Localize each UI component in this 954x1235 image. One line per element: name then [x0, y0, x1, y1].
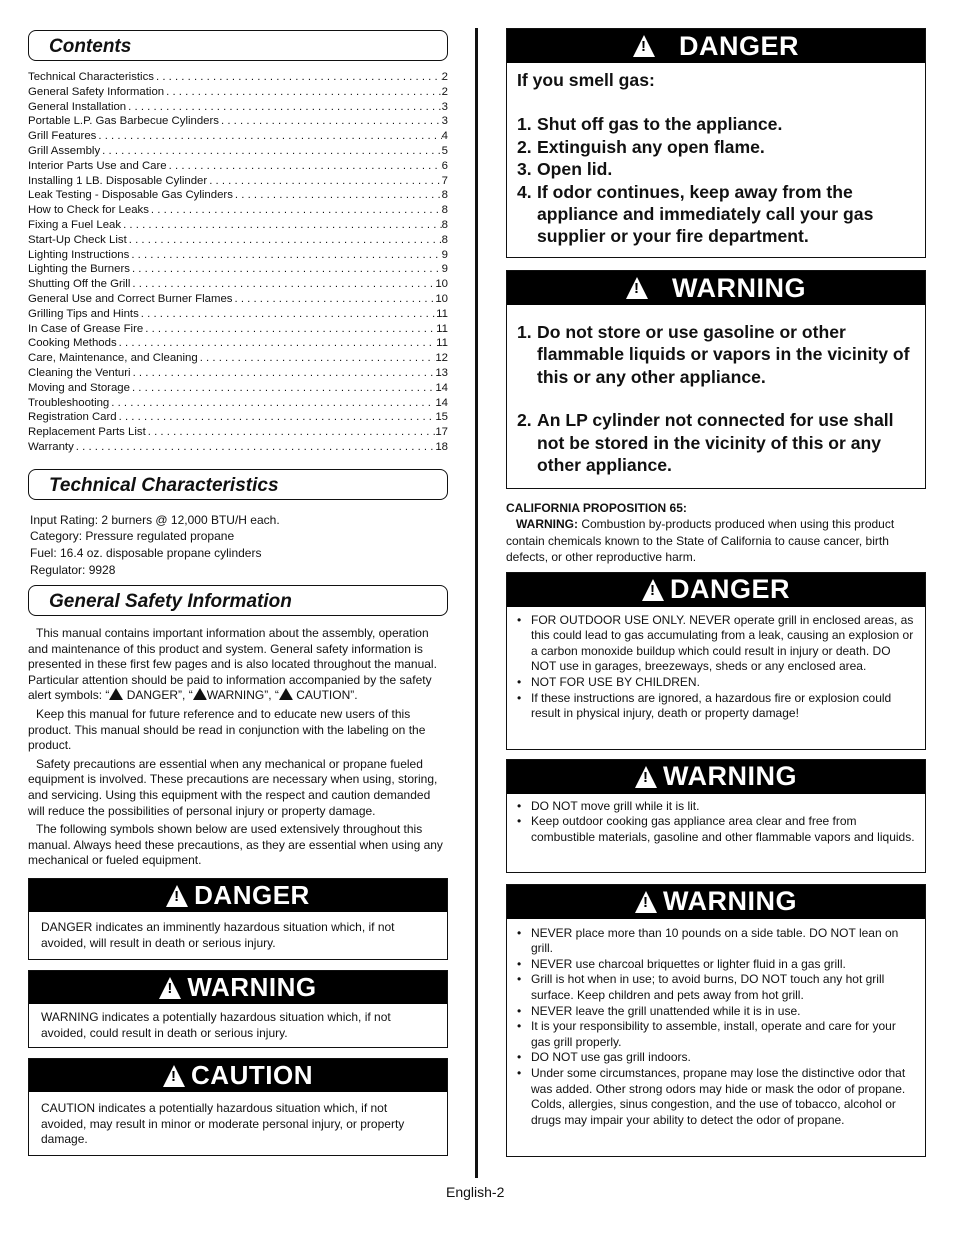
- item-number: 3.: [517, 159, 532, 180]
- danger-bar: ! DANGER: [507, 29, 925, 63]
- prop65-heading: CALIFORNIA PROPOSITION 65:: [506, 501, 687, 515]
- move-warning-list: [507, 794, 925, 846]
- gas-danger-box: [506, 28, 926, 258]
- move-warning-box: [506, 759, 926, 873]
- toc-entry: [28, 277, 448, 292]
- toc-leader: [100, 144, 442, 159]
- toc-title: Care, Maintenance, and Cleaning: [28, 352, 198, 365]
- toc-leader: [96, 129, 441, 144]
- numbered-item: [517, 409, 915, 476]
- toc-leader: [127, 233, 442, 248]
- bullet-text: NEVER leave the grill unattended while it is in use.: [531, 1003, 801, 1018]
- prop65-block: [506, 500, 926, 566]
- technical-characteristics: [28, 512, 448, 578]
- toc-title: Warranty: [28, 440, 74, 453]
- bullet-icon: •: [517, 925, 522, 940]
- caution-symbol-box: [28, 1058, 448, 1156]
- bullet-text: NEVER place more than 10 pounds on a side table. DO NOT lean on grill.: [531, 925, 899, 956]
- toc-page: 9: [441, 248, 448, 261]
- bullet-icon: •: [517, 814, 522, 829]
- item-text: Shut off gas to the appliance.: [537, 114, 783, 135]
- outdoor-danger-box: [506, 572, 926, 750]
- toc-page: 15: [435, 411, 448, 424]
- toc-leader: [130, 381, 435, 396]
- item-text: If odor continues, keep away from the appliance and immediately call your gas supplier or your fire department.: [537, 181, 874, 247]
- toc-title: General Installation: [28, 100, 127, 113]
- toc-leader: [130, 277, 435, 292]
- safety-paragraph: Keep this manual for future reference and to educate new users of this product. This manual should be read in conjunction with the labeling on the product.: [28, 707, 426, 753]
- toc-page: 8: [441, 204, 448, 217]
- bullet-icon: •: [517, 1019, 522, 1034]
- tech-line: Fuel: 16.4 oz. disposable propane cylinders: [30, 545, 262, 560]
- bullet-item: [517, 1066, 915, 1128]
- toc-entry: [28, 114, 448, 129]
- item-text: Extinguish any open flame.: [537, 136, 765, 157]
- toc-title: Start-Up Check List: [28, 233, 127, 246]
- bullet-item: [517, 1050, 915, 1066]
- toc-entry: [28, 425, 448, 440]
- numbered-item: [517, 158, 915, 180]
- toc-title: Replacement Parts List: [28, 426, 146, 439]
- item-number: 1.: [517, 114, 532, 135]
- warning-description: WARNING indicates a potentially hazardous situation which, if not avoided, could result in death or serious injury.: [41, 1010, 391, 1040]
- item-text: Open lid.: [537, 159, 613, 180]
- toc-page: 4: [441, 130, 448, 143]
- warning-triangle-icon: [635, 766, 657, 788]
- toc-entry: [28, 188, 448, 203]
- bullet-item: [517, 1004, 915, 1020]
- warning-bar: ! WARNING: [507, 885, 925, 919]
- toc-title: In Case of Grease Fire: [28, 322, 144, 335]
- toc-entry: [28, 440, 448, 455]
- toc-leader: [131, 366, 436, 381]
- prop65-text: WARNING: Combustion by-products produced when using this product contain chemicals known to the State of California to cause cancer, birth defects, or other reproductive harm.: [506, 517, 895, 565]
- gas-danger-content: [507, 63, 925, 248]
- bullet-icon: •: [517, 1050, 522, 1065]
- bullet-icon: •: [517, 1003, 522, 1018]
- toc-leader: [146, 425, 436, 440]
- numbered-item: [517, 321, 915, 388]
- toc-leader: [233, 188, 442, 203]
- bullet-icon: •: [517, 690, 522, 705]
- bullet-item: [517, 814, 915, 845]
- toc-entry: [28, 85, 448, 100]
- toc-entry: [28, 396, 448, 411]
- table-of-contents: [28, 70, 448, 455]
- danger-bar: ! DANGER: [29, 879, 447, 912]
- bullet-text: Under some circumstances, propane may lose the distinctive odor that was added. Other strong odors may hide or mask the odor of propane. Colds, allergies, sinus congestion, and the use of tobacco, alcohol or drugs may impair your ability to detect the odor of propane.: [531, 1065, 906, 1127]
- bullet-text: If these instructions are ignored, a hazardous fire or explosion could result in physical injury, death or property damage!: [531, 690, 892, 721]
- bullet-item: [517, 926, 915, 957]
- toc-title: Cooking Methods: [28, 337, 117, 350]
- toc-entry: [28, 70, 448, 85]
- warning-triangle-icon: [193, 688, 207, 700]
- toc-title: Installing 1 LB. Disposable Cylinder: [28, 174, 208, 187]
- toc-page: 3: [441, 100, 448, 113]
- bullet-icon: •: [517, 612, 522, 627]
- bullet-icon: •: [517, 798, 522, 813]
- bullet-text: DO NOT use gas grill indoors.: [531, 1050, 691, 1065]
- left-column: [28, 30, 448, 1156]
- warning-triangle-icon: [166, 885, 188, 907]
- toc-entry: [28, 248, 448, 263]
- toc-leader: [154, 70, 442, 85]
- tech-line: Input Rating: 2 burners @ 12,000 BTU/H each.: [30, 512, 280, 527]
- warning-bar: ! WARNING: [507, 271, 925, 305]
- toc-title: Leak Testing - Disposable Gas Cylinders: [28, 189, 233, 202]
- item-text: An LP cylinder not connected for use shall not be stored in the vicinity of this or any other appliance.: [537, 410, 894, 476]
- toc-entry: [28, 366, 448, 381]
- toc-leader: [117, 410, 436, 425]
- toc-title: Troubleshooting: [28, 396, 110, 409]
- toc-entry: [28, 336, 448, 351]
- toc-title: Interior Parts Use and Care: [28, 159, 167, 172]
- danger-symbol-box: [28, 878, 448, 960]
- toc-entry: [28, 262, 448, 277]
- toc-page: 8: [441, 218, 448, 231]
- bullet-icon: •: [517, 1065, 522, 1080]
- toc-page: 14: [435, 381, 448, 394]
- toc-page: 10: [435, 292, 448, 305]
- caution-bar: ! CAUTION: [29, 1059, 447, 1092]
- gasoline-warning-content: [507, 305, 925, 476]
- toc-title: Registration Card: [28, 411, 117, 424]
- toc-page: 11: [436, 307, 448, 320]
- item-text: Do not store or use gasoline or other flammable liquids or vapors in the vicinity of this or any other appliance.: [537, 322, 910, 387]
- toc-leader: [126, 100, 442, 115]
- column-divider: [475, 28, 478, 1178]
- toc-entry: [28, 129, 448, 144]
- bullet-item: [517, 957, 915, 973]
- warning-symbol-box: [28, 970, 448, 1048]
- bullet-text: Keep outdoor cooking gas appliance area clear and free from combustible materials, gasoline and other flammable vapors and liquids.: [531, 814, 915, 844]
- contents-heading: Contents: [28, 30, 448, 61]
- toc-title: Grill Assembly: [28, 144, 101, 157]
- toc-title: Lighting the Burners: [28, 263, 130, 276]
- toc-page: 9: [441, 263, 448, 276]
- toc-title: Technical Characteristics: [28, 71, 154, 83]
- bullet-item: [517, 613, 915, 675]
- gas-intro: If you smell gas:: [517, 70, 655, 90]
- safety-text: [28, 626, 448, 869]
- bullet-text: NEVER use charcoal briquettes or lighter fluid in a gas grill.: [531, 956, 846, 971]
- warning-triangle-icon: [642, 579, 664, 601]
- item-number: 1.: [517, 322, 532, 342]
- toc-leader: [130, 262, 442, 277]
- tech-line: Regulator: 9928: [30, 562, 116, 577]
- item-number: 2.: [517, 136, 532, 157]
- toc-page: 2: [441, 71, 448, 83]
- safety-paragraph: The following symbols shown below are used extensively throughout this manual. Always heed these precautions, as they are essential when using any mechanical or fueled equipment.: [28, 822, 443, 868]
- numbered-item: [517, 136, 915, 158]
- toc-entry: [28, 218, 448, 233]
- danger-description: DANGER indicates an imminently hazardous situation which, if not avoided, will result in death or serious injury.: [41, 920, 395, 950]
- toc-leader: [198, 351, 436, 366]
- toc-page: 11: [436, 337, 448, 350]
- warning-triangle-icon: [635, 891, 657, 913]
- toc-title: General Safety Information: [28, 85, 165, 98]
- toc-entry: [28, 144, 448, 159]
- toc-page: 2: [441, 85, 448, 98]
- toc-leader: [139, 307, 436, 322]
- toc-entry: [28, 233, 448, 248]
- bullet-text: FOR OUTDOOR USE ONLY. NEVER operate grill in enclosed areas, as this could lead to gas accumulating from a leak, causing an explosion or a carbon monoxide buildup which could result in injury or death. DO NOT use in garages, breezeways, sheds or any enclosed area.: [531, 612, 914, 674]
- gas-steps: [517, 113, 915, 247]
- tech-line: Category: Pressure regulated propane: [30, 529, 235, 544]
- toc-page: 6: [441, 159, 448, 172]
- bullet-text: DO NOT move grill while it is lit.: [531, 798, 700, 813]
- warning-triangle-icon: [633, 35, 655, 57]
- warning-triangle-icon: [626, 277, 648, 299]
- toc-leader: [74, 440, 436, 455]
- caution-description: CAUTION indicates a potentially hazardous situation which, if not avoided, may result in minor or moderate personal injury, or property damage.: [41, 1101, 405, 1147]
- toc-page: 7: [441, 174, 448, 187]
- bullet-text: It is your responsibility to assemble, install, operate and care for your gas grill properly.: [531, 1019, 896, 1049]
- bullet-item: [517, 691, 915, 722]
- bullet-text: NOT FOR USE BY CHILDREN.: [531, 675, 700, 689]
- numbered-item: [517, 181, 915, 248]
- toc-page: 8: [441, 233, 448, 246]
- toc-title: Shutting Off the Grill: [28, 278, 131, 291]
- toc-title: Grill Features: [28, 130, 97, 143]
- use-warning-list: [507, 919, 925, 1129]
- numbered-item: [517, 113, 915, 135]
- toc-leader: [121, 218, 442, 233]
- toc-leader: [109, 396, 435, 411]
- toc-title: Fixing a Fuel Leak: [28, 218, 122, 231]
- outdoor-danger-list: [507, 607, 925, 722]
- toc-page: 3: [441, 115, 448, 128]
- toc-leader: [167, 159, 442, 174]
- warning-triangle-icon: [159, 977, 181, 999]
- danger-bar: ! DANGER: [507, 573, 925, 607]
- toc-page: 10: [435, 278, 448, 291]
- toc-page: 17: [435, 426, 448, 439]
- bullet-item: [517, 799, 915, 815]
- toc-entry: [28, 159, 448, 174]
- toc-leader: [207, 174, 441, 189]
- bullet-item: [517, 972, 915, 1003]
- toc-title: General Use and Correct Burner Flames: [28, 292, 233, 305]
- toc-entry: [28, 292, 448, 307]
- toc-leader: [219, 114, 442, 129]
- safety-heading: General Safety Information: [28, 585, 448, 616]
- toc-entry: [28, 351, 448, 366]
- toc-leader: [143, 322, 436, 337]
- toc-leader: [129, 248, 441, 263]
- toc-title: Portable L.P. Gas Barbecue Cylinders: [28, 115, 220, 128]
- toc-page: 13: [435, 366, 448, 379]
- warning-triangle-icon: [279, 688, 293, 700]
- bullet-icon: •: [517, 675, 522, 689]
- use-warning-box: [506, 884, 926, 1157]
- warning-triangle-icon: [163, 1065, 185, 1087]
- bullet-item: [517, 675, 915, 691]
- toc-page: 8: [441, 189, 448, 202]
- toc-page: 11: [436, 322, 448, 335]
- item-number: 4.: [517, 181, 532, 202]
- toc-page: 5: [441, 144, 448, 157]
- toc-leader: [149, 203, 442, 218]
- toc-title: Grilling Tips and Hints: [28, 307, 139, 320]
- toc-entry: [28, 203, 448, 218]
- toc-leader: [164, 85, 442, 100]
- toc-page: 12: [435, 352, 448, 365]
- toc-title: Moving and Storage: [28, 381, 130, 394]
- bullet-icon: •: [517, 972, 522, 987]
- toc-page: 18: [435, 440, 448, 453]
- page-footer: English-2: [446, 1184, 505, 1200]
- toc-title: How to Check for Leaks: [28, 204, 149, 217]
- toc-entry: [28, 410, 448, 425]
- toc-entry: [28, 322, 448, 337]
- toc-leader: [117, 336, 437, 351]
- toc-entry: [28, 307, 448, 322]
- toc-title: Cleaning the Venturi: [28, 366, 131, 379]
- toc-entry: [28, 174, 448, 189]
- toc-entry: [28, 100, 448, 115]
- bullet-icon: •: [517, 956, 522, 971]
- toc-title: Lighting Instructions: [28, 248, 130, 261]
- toc-leader: [232, 292, 435, 307]
- warning-bar: ! WARNING: [29, 971, 447, 1004]
- bullet-item: [517, 1019, 915, 1050]
- gasoline-warning-box: [506, 270, 926, 489]
- right-column: [506, 28, 926, 1157]
- toc-entry: [28, 381, 448, 396]
- warning-bar: ! WARNING: [507, 760, 925, 794]
- technical-heading: Technical Characteristics: [28, 469, 448, 500]
- item-number: 2.: [517, 410, 532, 431]
- safety-paragraph: Safety precautions are essential when any mechanical or propane fueled equipment is involved. These precautions are necessary when using, storing, and servicing. Using this equipment with the respect and caution demanded will reduce the possibilities of personal injury or property damage.: [28, 756, 438, 818]
- toc-page: 14: [435, 396, 448, 409]
- warning-triangle-icon: [109, 688, 123, 700]
- bullet-text: Grill is hot when in use; to avoid burns, DO NOT touch any hot grill surface. Keep children and pets away from hot grill.: [531, 972, 885, 1002]
- safety-paragraph: This manual contains important information about the assembly, operation and maintenance of this product and system. General safety information is presented in these first few pages and is also located throughout the manual. Particular attention should be paid to information accompanied by the safety alert symbols: “! DANGER”, “! WARNING”, “! CAUTION”.: [28, 626, 448, 704]
